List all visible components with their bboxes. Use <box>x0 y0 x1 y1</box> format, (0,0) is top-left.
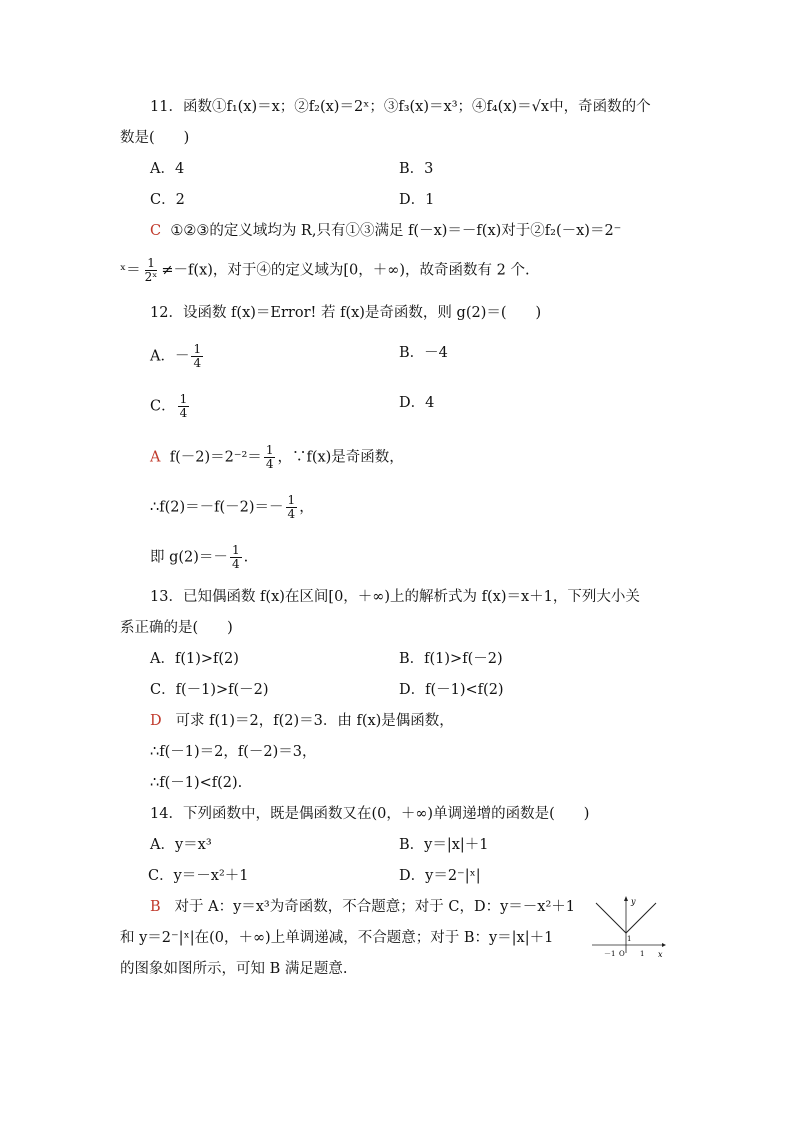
q12-sol3-prefix: 即 g(2)＝－ <box>150 549 228 566</box>
q12-sol1-num: 1 <box>265 443 274 457</box>
q14-option-c: C．y＝－x²＋1 <box>148 868 249 884</box>
q12-sol3-num: 1 <box>231 543 240 557</box>
q11-frac-den: 2ˣ <box>144 270 158 284</box>
q14-solution-line3: 的图象如图所示，可知 B 满足题意. <box>120 961 348 977</box>
q13-option-a: A．f(1)>f(2) <box>150 651 239 667</box>
q11-solution-line1 <box>150 221 621 241</box>
q12-sol1-suffix: ，∵f(x)是奇函数， <box>277 449 404 466</box>
q12-sol2-num: 1 <box>287 493 296 507</box>
q14-option-d: D．y＝2⁻|ˣ| <box>399 868 481 884</box>
q13-solution-line2: ∴f(－1)＝2，f(－2)＝3， <box>150 744 317 760</box>
q14-answer-letter: B <box>150 899 161 915</box>
abs-value-graph <box>590 893 668 963</box>
q11-stem-line2: 数是( ) <box>120 130 190 146</box>
q13-option-c: C．f(－1)>f(－2) <box>150 682 269 698</box>
tick-label-1: 1 <box>640 950 645 958</box>
q12-option-a <box>150 343 205 370</box>
q12-answer-letter: A <box>150 449 161 466</box>
q11-frac-num: 1 <box>147 256 155 270</box>
q13-solution-line3: ∴f(－1)<f(2). <box>150 775 243 791</box>
q12-sol1-den: 4 <box>265 457 274 471</box>
q11-option-b: B．3 <box>399 161 434 177</box>
q14-option-a: A．y＝x³ <box>150 837 212 853</box>
q12-option-d: D．4 <box>399 395 435 411</box>
q13-stem-line1: 13．已知偶函数 f(x)在区间[0，＋∞)上的解析式为 f(x)＝x＋1，下列大小关 <box>150 589 640 605</box>
q12-option-b: B．－4 <box>399 345 448 361</box>
q12-opt-c-den: 4 <box>179 406 188 420</box>
q12-option-a-label: A．－ <box>150 348 190 365</box>
q12-opt-a-den: 4 <box>193 356 202 370</box>
q11-option-d: D．1 <box>399 192 435 208</box>
q13-option-b: B．f(1)>f(－2) <box>399 651 503 667</box>
q11-stem-line1: 11．函数①f₁(x)＝x；②f₂(x)＝2ˣ；③f₃(x)＝x³；④f₄(x)＝√x中，奇函数的个 <box>150 99 651 115</box>
q11-solution-suffix: ≠－f(x)，对于④的定义域为[0，＋∞)，故奇函数有 2 个. <box>161 262 530 279</box>
q12-sol2-prefix: ∴f(2)＝－f(－2)＝－ <box>150 499 284 516</box>
q14-option-b: B．y＝|x|＋1 <box>399 837 489 853</box>
q12-solution-line3 <box>150 544 248 571</box>
q11-option-a: A．4 <box>150 161 185 177</box>
q12-solution-line2 <box>150 494 314 521</box>
q13-solution-text: 可求 f(1)＝2，f(2)＝3．由 f(x)是偶函数， <box>175 713 454 729</box>
q13-stem-line2: 系正确的是( ) <box>120 620 233 636</box>
q11-answer-letter: C <box>150 223 162 239</box>
q11-solution-text: ①②③的定义域均为 R,只有①③满足 f(－x)＝－f(x)对于②f₂(－x)＝2⁻ <box>170 223 622 239</box>
q12-opt-a-num: 1 <box>193 342 202 356</box>
q12-stem: 12．设函数 f(x)＝Error! 若 f(x)是奇函数，则 g(2)＝( ) <box>150 305 542 321</box>
q12-sol3-den: 4 <box>231 557 240 571</box>
y-axis-arrow <box>624 896 628 901</box>
q11-option-c: C．2 <box>150 192 185 208</box>
q14-stem: 14．下列函数中，既是偶函数又在(0，＋∞)单调递增的函数是( ) <box>150 806 590 822</box>
y-axis-label: y <box>631 897 636 906</box>
q11-solution-prefix: ˣ＝ <box>120 262 141 279</box>
q13-option-d: D．f(－1)<f(2) <box>399 682 504 698</box>
intercept-label: 1 <box>627 935 632 943</box>
q11-solution-line2 <box>120 257 530 284</box>
x-axis-arrow <box>662 943 666 947</box>
q12-solution-line1 <box>150 444 404 471</box>
q12-option-c <box>150 393 191 420</box>
tick-label-neg1: －1 <box>604 950 616 958</box>
origin-label: O <box>619 950 625 958</box>
q12-sol1-prefix: f(－2)＝2⁻²＝ <box>169 449 262 466</box>
q13-answer-letter: D <box>150 713 162 729</box>
q12-sol3-suffix: . <box>243 549 249 566</box>
q12-sol2-den: 4 <box>287 507 296 521</box>
q12-sol2-suffix: ， <box>299 499 314 516</box>
x-axis-label: x <box>658 950 663 959</box>
q14-solution-line1 <box>150 897 575 917</box>
q14-solution-text: 对于 A：y＝x³为奇函数，不合题意；对于 C，D：y＝－x²＋1 <box>174 899 575 915</box>
q14-solution-line2: 和 y＝2⁻|ˣ|在(0，＋∞)上单调递减，不合题意；对于 B：y＝|x|＋1 <box>120 930 554 946</box>
q12-option-c-label: C． <box>150 398 176 415</box>
q12-opt-c-num: 1 <box>179 392 188 406</box>
q11-fraction <box>143 257 160 284</box>
q13-solution-line1 <box>150 711 454 731</box>
